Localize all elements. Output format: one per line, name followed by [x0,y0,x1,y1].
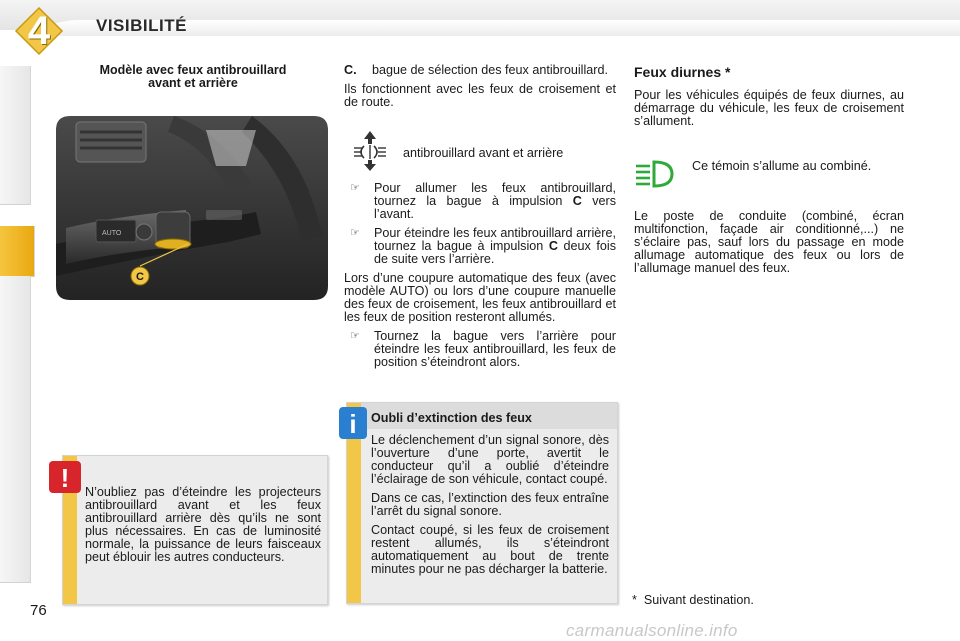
page-title: VISIBILITÉ [96,16,187,35]
dashboard-lighting-paragraph: Le poste de conduite (combiné, écran multifonction, façade air conditionné,...) ne s’éclaire pas, sauf lors du passage en mode allumage automatique des feux ou lors de l’allumage manuel des feux. [634,209,904,275]
warning-text: N’oubliez pas d’éteindre les projecteurs antibrouillard avant et les feux antibrouillard arrière dès qu’ils ne sont plus nécessaires. En cas de luminosité normale, la puissance de leurs faisceaux peut éblouir les autres conducteurs. [85,485,321,564]
side-tab-active[interactable] [0,226,35,277]
c-definition [344,64,616,77]
svg-text:!: ! [60,463,70,493]
info-paragraph-1: Le déclenchement d’un signal sonore, dès l’ouverture d’une porte, avertit le conducteur qu’il a oublié d’éteindre l’éclairage de son véhicule, contact coupé. [371,433,609,486]
section-title-daytime-lights: Feux diurnes * [634,64,731,80]
figure-heading [62,64,324,90]
side-tab-9[interactable] [0,460,31,507]
figure-heading-line1: Modèle avec feux antibrouillard [99,63,287,77]
side-tab-3[interactable] [0,158,31,205]
footnote-mark: * [632,593,637,607]
fog-lamp-icon [350,130,390,172]
side-tab-8[interactable] [0,414,31,461]
daytime-intro: Pour les véhicules équipés de feux diurnes, au démarrage du véhicule, les feux de croisement s’allument. [634,88,904,128]
bullet-turn-off-rear: ☞ Pour éteindre les feux antibrouillard arrière, tournez la bague à impulsion C deux fois de suite vers l’arrière. [350,226,617,266]
side-tab-5[interactable] [0,276,31,323]
side-tab-11[interactable] [0,552,31,583]
side-tab-2[interactable] [0,112,31,159]
side-tab-1[interactable] [0,66,31,113]
bullet-glyph: ☞ [350,227,360,239]
info-box [346,402,618,604]
figure-heading-line2: avant et arrière [148,76,238,90]
daytime-light-indicator-icon [634,158,680,190]
bullet-turn-on: ☞ Pour allumer les feux antibrouillard, tournez la bague à impulsion C vers l’avant. [350,181,616,221]
info-icon [338,406,368,440]
stalk-figure-image [56,116,328,300]
footnote-text: Suivant destination. [643,593,754,607]
side-tab-10[interactable] [0,506,31,553]
info-paragraph-3: Contact coupé, si les feux de croisement restent allumés, ils s’éteindront automatiquement au bout de trente minutes pour ne pas décharger la batterie. [371,523,609,576]
column-2 [344,64,616,115]
info-box-content [371,412,609,582]
info-box-title: Oubli d’extinction des feux [371,411,532,425]
paragraph-cutoff: Lors d’une coupure automatique des feux (avec modèle AUTO) ou lors d’une coupure manuelle des feux de croisement, les feux antibrouillard et les feux de position resteront allumés. [344,271,616,324]
info-paragraph-2: Dans ce cas, l’extinction des feux entraîne l’arrêt du signal sonore. [371,491,609,518]
figure-callout-label: C [136,271,144,283]
bullet-glyph: ☞ [350,330,360,342]
footnote [632,594,832,607]
page-number: 76 [30,602,47,619]
warning-icon [48,460,82,494]
svg-text:AUTO: AUTO [102,230,122,237]
paragraph-function: Ils fonctionnent avec les feux de croisement et de route. [344,82,616,109]
column-2-bullets [344,182,616,375]
chapter-number: 4 [27,9,51,53]
svg-text:i: i [349,409,357,439]
indicator-description: Ce témoin s’allume au combiné. [692,159,872,173]
side-tab-7[interactable] [0,368,31,415]
bullet-turn-off-all: ☞ Tournez la bague vers l’arrière pour éteindre les feux antibrouillard, les feux de position s’éteindront alors. [350,329,616,369]
side-tab-6[interactable] [0,322,31,369]
bullet-glyph: ☞ [350,182,360,194]
warning-box [62,455,328,605]
c-text: bague de sélection des feux antibrouillard. [372,63,608,77]
c-label: C. [344,63,357,77]
fog-lamp-caption: antibrouillard avant et arrière [403,146,564,160]
source-watermark[interactable]: carmanualsonline.info [566,621,738,640]
